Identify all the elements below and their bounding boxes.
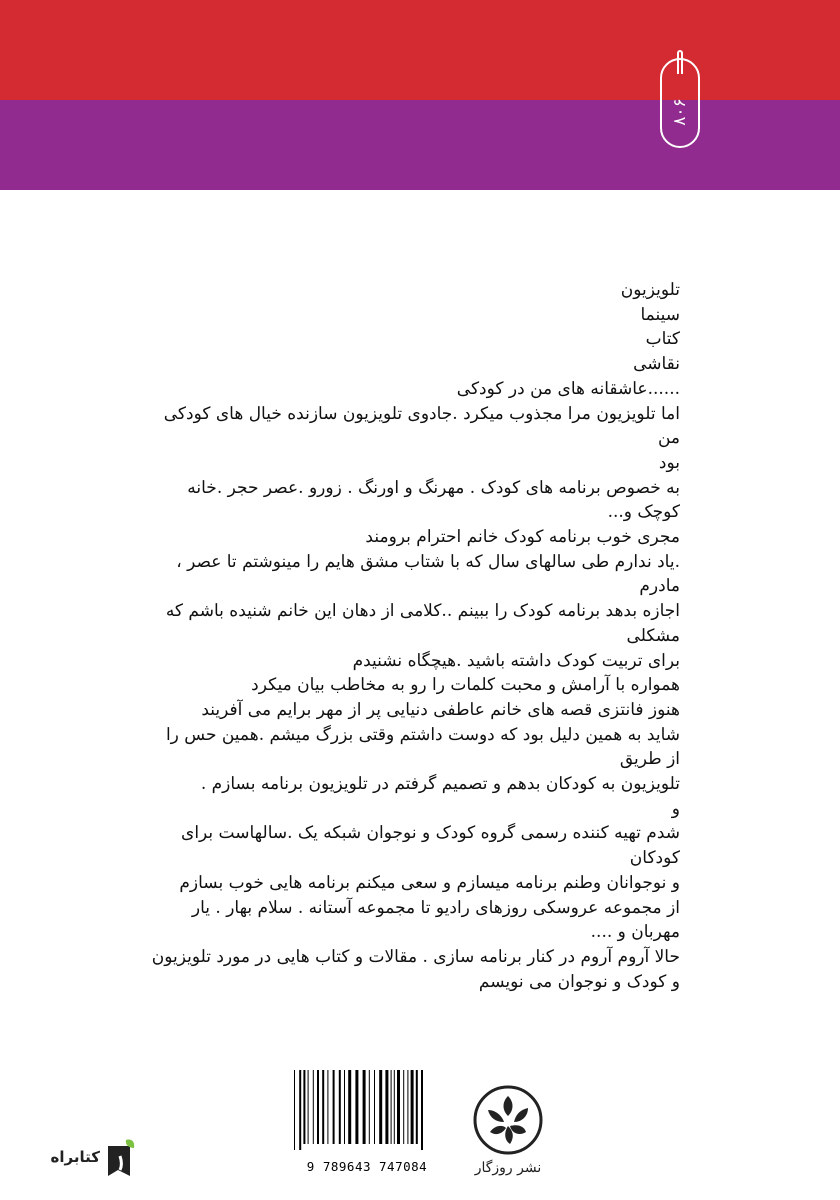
barcode-bar [303,1070,305,1144]
text-line: و [671,798,680,819]
series-number: ۸۰۶ [670,98,690,126]
isbn-barcode [288,1066,446,1178]
text-line: مجری خوب برنامه کودک خانم احترام برومند [365,527,680,548]
text-line: شدم تهیه کننده رسمی گروه کودک و نوجوان شبکه یک .سالهاست برای کودکان [181,823,680,869]
text-line: هنوز فانتزی قصه های خانم عاطفی دنیایی پر از مهر برایم می آفریند [201,699,680,720]
text-line: شاید به همین دلیل بود که دوست داشتم وقتی بزرگ میشم .همین حس را از طریق [165,724,680,770]
text-line: اما تلویزیون مرا مجذوب میکرد .جادوی تلویزیون سازنده خیال های کودکی من [163,403,680,449]
text-line: بود [658,452,680,473]
text-line: به خصوص برنامه های کودک . مهرنگ و اورنگ . زورو .عصر حجر .خانه [187,477,680,498]
text-line: و نوجوانان وطنم برنامه میسازم و سعی میکنم برنامه هایی خوب بسازم [179,872,680,893]
barcode-bar [421,1070,423,1150]
barcode-bar [339,1070,341,1144]
barcode-bar [363,1070,366,1144]
barcode-bar [313,1070,314,1144]
series-tag-clip [677,50,683,74]
barcode-bar [294,1070,295,1150]
series-tag [660,58,700,148]
barcode-digits: 9 789643 747084 [306,1159,428,1174]
barcode-bar [327,1070,328,1144]
barcode-bar [385,1070,388,1144]
barcode-bar [411,1070,414,1144]
barcode-bar [403,1070,404,1144]
middle-color-band [0,100,840,190]
text-line: حالا آروم آروم در کنار برنامه سازی . مقالات و کتاب هایی در مورد تلویزیون [151,946,680,967]
publisher-name: نشر روزگار [474,1160,542,1176]
barcode-bar [379,1070,382,1144]
barcode-bar [407,1070,408,1144]
barcode-bar [355,1070,358,1144]
text-line: از مجموعه عروسکی روزهای رادیو تا مجموعه آستانه . سلام بهار . یار مهربان و .... [191,897,680,943]
barcode-bar [369,1070,370,1144]
barcode-bar [416,1070,418,1144]
barcode-bars [292,1070,442,1150]
barcode-bar [391,1070,392,1144]
barcode-bar [397,1070,400,1144]
barcode-bar [348,1070,351,1144]
back-cover-text [150,278,680,994]
text-line: و کودک و نوجوان می نویسم [478,971,680,992]
text-line: .یاد ندارم طی سالهای سال که با شتاب مشق هایم را مینوشتم تا عصر ، مادرم [176,551,680,597]
text-line: برای تربیت کودک داشته باشید .هیچگاه نشنیدم [352,650,680,671]
text-line: کتاب [645,329,680,350]
barcode-bar [333,1070,335,1144]
barcode-bar [308,1070,309,1144]
text-line: سینما [640,304,680,325]
text-line: تلویزیون [620,280,680,300]
text-line: تلویزیون به کودکان بدهم و تصمیم گرفتم در تلویزیون برنامه بسازم . [200,774,680,795]
barcode-bar [374,1070,375,1144]
barcode-bar [394,1070,395,1144]
text-line: نقاشی [633,354,680,375]
ketabrah-icon [102,1136,136,1182]
text-line: اجازه بدهد برنامه کودک را ببینم ..کلامی از دهان این خانم شنیده باشم که مشکلی [165,601,680,646]
barcode-bar [322,1070,324,1144]
barcode-bar [317,1070,319,1144]
text-line: کوچک و... [607,502,680,523]
text-line: ......عاشقانه های من در کودکی [456,378,680,399]
top-color-band [0,0,840,100]
barcode-bar [299,1070,301,1150]
text-line: همواره با آرامش و محبت کلمات را رو به مخاطب بیان میکرد [251,675,680,696]
store-brand [38,1134,138,1184]
barcode-bar [344,1070,345,1144]
store-name: کتابراه [50,1148,100,1166]
publisher-logo-icon [470,1082,546,1158]
